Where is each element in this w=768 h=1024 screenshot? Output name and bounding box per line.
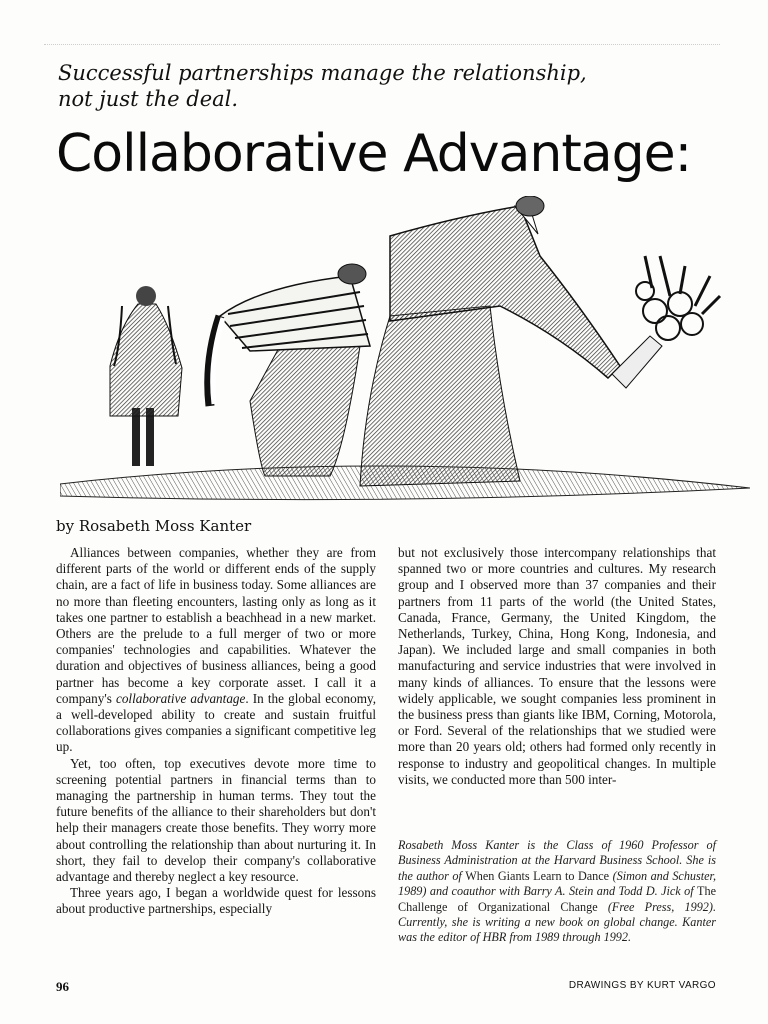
author-bio — [398, 838, 716, 946]
bio-text-3: (Free Press, 1992). Currently, she is writing a new book on global change. Kanter was the editor of HBR from 1989 through 1992. — [398, 899, 716, 945]
subtitle-line-1: Successful partnerships manage the relationship, — [58, 61, 587, 85]
page-number: 96 — [56, 979, 69, 994]
body-column-1 — [56, 545, 376, 918]
suited-man-figure — [360, 196, 720, 486]
paragraph-1 — [56, 545, 376, 756]
paragraph-3-continued: but not exclusively those intercompany relationships that spanned two or more countries and cultures. My research group and I observed more than 37 companies and their partners from 11 parts of the world (the United States, Canada, France, Germany, the United Kingdom, the Netherlands, Turkey, China, Hong Kong, Indonesia, and Japan). We included large and small companies in both manufacturing and service industries that were involved in many kinds of alliances. To ensure that the lessons were widely applicable, we sought companies less prominent in the business press than giants like IBM, Corning, Motorola, or Ford. Several of the relationships that we studied were more than 20 years old; others had formed only recently in response to industry and geopolitical changes. In multiple visits, we conducted more than 500 inter- — [398, 545, 716, 787]
byline: by Rosabeth Moss Kanter — [56, 517, 252, 535]
paragraph-1-end: . In the global economy, a well-developed ability to create and sustain fruitful collaborations gives companies a significant competitive leg up. — [56, 690, 376, 755]
paragraph-1-text: Alliances between companies, whether they are from different parts of the world or different ends of the supply chain, are a fact of life in business today. Some alliances are no more than fleeting encounters, lasting only as long as it takes one partner to establish a beachhead in a new market. Others are the prelude to a full merger of two or more companies' technologies and capabilities. Whatever the duration and objectives of business alliances, being a good partner has become a key corporate asset. I call it a company's — [56, 545, 376, 706]
bio-text-1: Rosabeth Moss Kanter is the Class of 1960 Professor of Business Administration at the Harvard Business School. She is the author of — [398, 838, 716, 883]
emphasis-collaborative-advantage: collaborative advantage — [115, 690, 246, 706]
bio-book-2: The Challenge of Organizational Change — [398, 884, 716, 914]
top-rule — [44, 44, 720, 47]
paragraph-3: Three years ago, I began a worldwide quest for lessons about productive partnerships, especially — [56, 885, 376, 917]
woman-figure — [110, 286, 182, 466]
article-title: Collaborative Advantage: — [56, 124, 692, 184]
striped-man-figure — [209, 264, 370, 476]
illustration-credit: DRAWINGS BY KURT VARGO — [568, 980, 716, 991]
bio-book-1: When Giants Learn to Dance — [465, 868, 610, 883]
bio-text-2: (Simon and Schuster, 1989) and coauthor with Barry A. Stein and Todd D. Jick of — [398, 868, 716, 899]
subtitle-line-2: not just the deal. — [58, 87, 239, 111]
body-column-2 — [398, 545, 716, 788]
figures-bowing-with-bouquet-illustration — [60, 196, 750, 506]
paragraph-2: Yet, too often, top executives devote more time to screening potential partners in financial terms than to managing the partnership in human terms. They tout the future benefits of the alliance to their shareholders but don't help their managers create those benefits. They worry more about controlling the relationship than about nurturing it. In short, they fail to develop their company's collaborative advantage and thereby neglect a key resource. — [56, 755, 376, 885]
article-subtitle — [58, 60, 658, 112]
